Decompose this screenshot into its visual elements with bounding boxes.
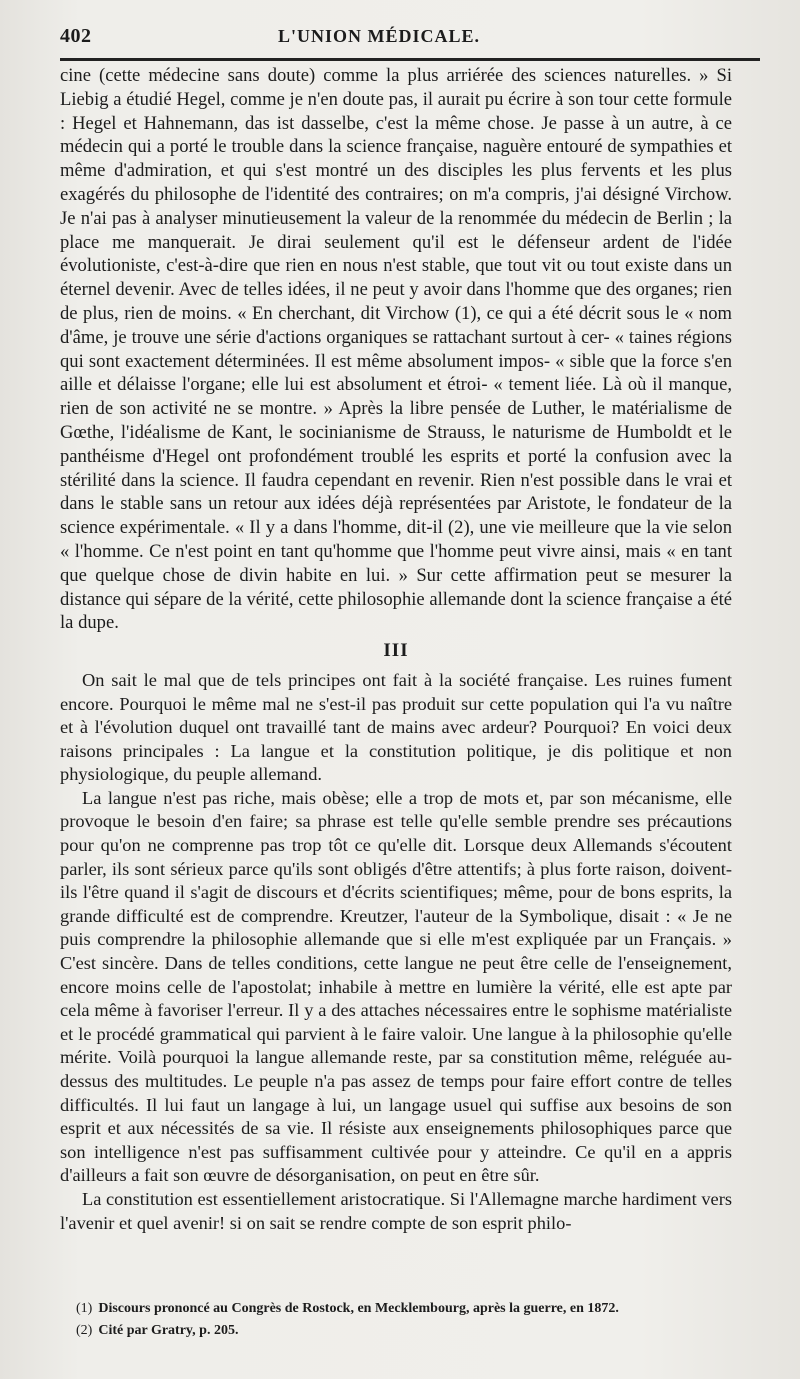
footnote-text: Discours prononcé au Congrès de Rostock, en Mecklembourg, après la guerre, en 1872.	[98, 1301, 619, 1316]
footnote-mark: (2)	[76, 1323, 93, 1338]
paragraph: La langue n'est pas riche, mais obèse; elle a trop de mots et, par son mécanisme, elle provoque le besoin d'en faire; sa phrase est telle qu'elle semble prendre ses précautions pour qu'on ne comprenne pas trop tôt ce qu'elle dit. Lorsque deux Allemands s'écoutent parler, ils sont sérieux parce qu'ils sont obligés d'être attentifs; à plus forte raison, doivent-ils l'être quand il s'agit de discours et d'écrits scientifiques; même, pour de bons esprits, la grande difficulté est de comprendre. Kreutzer, l'auteur de la Symbolique, disait : « Je ne puis comprendre la philosophie allemande que si elle m'est expliquée par un Français. » C'est sincère. Dans de telles conditions, cette langue ne peut être celle de l'enseignement, encore moins celle de l'apostolat; inhabile à mettre en lumière la vérité, elle est apte par cela même à favoriser l'erreur. Il y a des attaches nécessaires entre le sophisme matérialiste et le procédé grammatical qui parvient à le faire valoir. Une langue à la philosophie qu'elle mérite. Voilà pourquoi la langue allemande reste, par sa constitution même, reléguée au-dessus des multitudes. Le peuple n'a pas assez de temps pour faire effort contre de telles difficultés. Il lui faut un langage à lui, un langage usuel qui suffise aux besoins de son esprit et aux nécessités de sa vie. Il résiste aux enseignements philosophiques parce que son intelligence n'est pas suffisamment cultivée pour y atteindre. Ce qu'il en a appris d'ailleurs a fait son œuvre de désorganisation, on peut en être sûr.	[60, 787, 732, 1186]
footnote	[76, 1298, 736, 1320]
page-number: 402	[60, 24, 92, 47]
running-title: L'UNION MÉDICALE.	[277, 25, 480, 46]
footnote-text: Cité par Gratry, p. 205.	[98, 1323, 239, 1338]
footnotes	[76, 1298, 736, 1342]
header-rule	[60, 58, 760, 61]
footnote	[76, 1320, 736, 1342]
footnote-mark: (1)	[76, 1301, 93, 1316]
paragraph: On sait le mal que de tels principes ont fait à la société française. Les ruines fument encore. Pourquoi le même mal ne s'est-il pas produit sur cette population qui l'a vu naître et à l'évolution duquel ont travaillé tant de mains avec ardeur? Pourquoi? En voici deux raisons principales : La langue et la constitution politique, je dis politique et non physiologique, du peuple allemand.	[60, 669, 732, 785]
paragraph-section1: cine (cette médecine sans doute) comme la plus arriérée des sciences naturelles. » Si Liebig a étudié Hegel, comme je n'en doute pas, il aurait pu écrire à son tour cette formule : Hegel et Hahnemann, das ist dasselbe, c'est la même chose. Je passe à un autre, à ce médecin qui a porté le trouble dans la science française, naguère entouré de sympathies et même d'admiration, et qui s'est montré un des disciples les plus fervents et les plus exagérés du philosophe de l'identité des contraires; on m'a compris, j'ai désigné Virchow. Je n'ai pas à analyser minutieusement la valeur de la renommée du médecin de Berlin ; la place me manquerait. Je dirai seulement qu'il est le défenseur ardent de l'idée évolutioniste, c'est-à-dire que rien en nous n'est stable, que tout vit ou tout existe dans un éternel devenir. Avec de telles idées, il ne peut y avoir dans l'homme que des organes; rien de plus, rien de moins. « En cherchant, dit Virchow (1), ce qui a été décrit sous le « nom d'âme, je trouve une série d'actions organiques se rattachant surtout à cer- « taines régions qui sont exactement déterminées. Il est même absolument impos- « sible que la force s'en aille et délaisse l'organe; elle lui est absolument et étroi- « tement liée. Là où il manque, rien de son activité ne se montre. » Après la libre pensée de Luther, le matérialisme de Gœthe, l'idéalisme de Kant, le socinianisme de Strauss, le naturisme de Humboldt et le panthéisme d'Hegel ont profondément troublé les esprits et porté la confusion avec la stérilité dans la science. Il faudra cependant en revenir. Rien n'est possible dans le vrai et dans le stable sans un retour aux idées déjà représentées par Aristote, le fondateur de la science expérimentale. « Il y a dans l'homme, dit-il (2), une vie meilleure que la vie selon « l'homme. Ce n'est point en tant qu'homme que l'homme peut vivre ainsi, mais « en tant que quelque chose de divin habite en lui. » Sur cette affirmation peut se mesurer la distance qui sépare de la vérité, cette philosophie allemande dont la science française a été la dupe.	[60, 65, 732, 634]
page-header	[60, 20, 730, 52]
section-heading: III	[383, 640, 409, 662]
paragraph: La constitution est essentiellement aristocratique. Si l'Allemagne marche hardiment vers l'avenir et quel avenir! si on sait se rendre compte de son esprit philo-	[60, 1188, 732, 1233]
section-two	[60, 669, 732, 1235]
article-body	[60, 64, 732, 1235]
